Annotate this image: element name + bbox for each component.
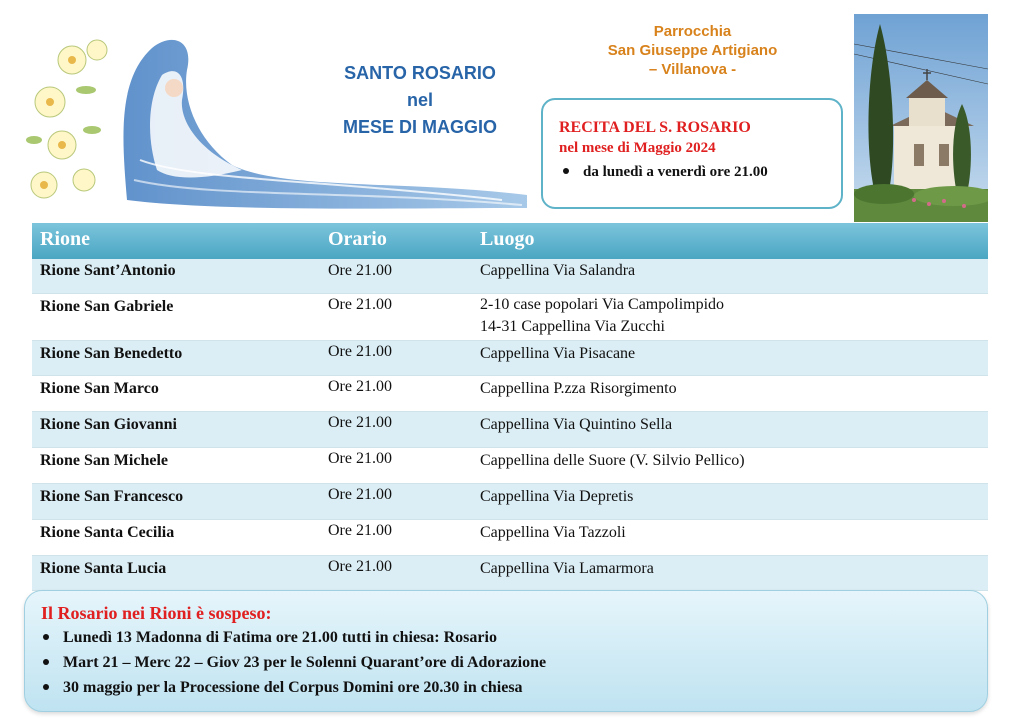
header-luogo: Luogo: [480, 228, 535, 250]
bullet-icon: [43, 684, 49, 690]
cell-orario: Ore 21.00: [328, 343, 392, 360]
table-row: [32, 376, 988, 412]
table-row: [32, 448, 988, 484]
cell-rione: Rione Sant’Antonio: [40, 262, 176, 279]
table-header: [32, 223, 988, 259]
notice-title: Il Rosario nei Rioni è sospeso:: [41, 603, 272, 623]
cell-luogo: 2-10 case popolari Via Campolimpido: [480, 296, 725, 313]
cell-luogo: Cappellina Via Depretis: [480, 488, 634, 505]
cell-orario: Ore 21.00: [328, 486, 392, 503]
cell-orario: Ore 21.00: [328, 522, 392, 539]
recita-bullet-text: da lunedì a venerdì ore 21.00: [583, 164, 768, 180]
title-line: MESE DI MAGGIO: [342, 117, 497, 137]
table-row: [32, 520, 988, 556]
cell-luogo: Cappellina Via Pisacane: [480, 345, 636, 362]
cell-rione: Rione Santa Lucia: [40, 560, 167, 577]
notice-item: [41, 625, 987, 650]
notice-item: [41, 650, 987, 675]
cell-orario: Ore 21.00: [328, 296, 392, 313]
header-orario: Orario: [328, 228, 387, 250]
cell-rione: Rione San Gabriele: [40, 298, 174, 315]
table-row: [32, 484, 988, 520]
rioni-table: [32, 223, 988, 591]
parish-line: San Giuseppe Artigiano: [607, 42, 778, 59]
table-row: [32, 341, 988, 376]
bullet-icon: [563, 168, 569, 174]
cell-rione: Rione San Michele: [40, 452, 168, 469]
flower-icon: [31, 40, 107, 198]
cell-luogo-second-line: 14-31 Cappellina Via Zucchi: [480, 318, 665, 335]
cell-luogo: Cappellina Via Tazzoli: [480, 524, 626, 541]
notice-item-text: Lunedì 13 Madonna di Fatima ore 21.00 tutti in chiesa: Rosario: [63, 629, 497, 646]
recita-subheading: nel mese di Maggio 2024: [559, 140, 716, 156]
suspension-notice: [24, 590, 988, 712]
table-row: [32, 294, 988, 341]
page-title: [300, 60, 540, 141]
notice-item: [41, 675, 987, 700]
parish-name: [580, 22, 805, 79]
title-line: nel: [406, 90, 433, 110]
recita-box: [541, 98, 843, 209]
cell-orario: Ore 21.00: [328, 262, 392, 279]
table-row: [32, 259, 988, 294]
table-row: [32, 412, 988, 448]
parish-line: – Villanova -: [648, 61, 737, 78]
title-line: SANTO ROSARIO: [344, 63, 496, 83]
header-rione: Rione: [40, 228, 90, 250]
cell-rione: Rione San Francesco: [40, 488, 184, 505]
cell-orario: Ore 21.00: [328, 450, 392, 467]
table-row: [32, 556, 988, 591]
cell-luogo: Cappellina delle Suore (V. Silvio Pellico): [480, 452, 745, 469]
cell-luogo: Cappellina P.zza Risorgimento: [480, 380, 677, 397]
cell-luogo: Cappellina Via Salandra: [480, 262, 636, 279]
cell-rione: Rione Santa Cecilia: [40, 524, 175, 541]
recita-bullet: [559, 160, 841, 184]
cell-rione: Rione San Benedetto: [40, 345, 183, 362]
cell-rione: Rione San Marco: [40, 380, 159, 397]
cell-orario: Ore 21.00: [328, 414, 392, 431]
parish-line: Parrocchia: [653, 23, 732, 40]
cell-luogo: Cappellina Via Lamarmora: [480, 560, 654, 577]
notice-item-text: 30 maggio per la Processione del Corpus Domini ore 20.30 in chiesa: [63, 679, 523, 696]
cell-luogo: Cappellina Via Quintino Sella: [480, 416, 673, 433]
recita-heading: RECITA DEL S. ROSARIO: [559, 119, 751, 136]
bullet-icon: [43, 634, 49, 640]
church-photo: [854, 14, 988, 222]
cell-orario: Ore 21.00: [328, 558, 392, 575]
cell-orario: Ore 21.00: [328, 378, 392, 395]
bullet-icon: [43, 659, 49, 665]
notice-item-text: Mart 21 – Merc 22 – Giov 23 per le Solenni Quarant’ore di Adorazione: [63, 654, 547, 671]
cell-rione: Rione San Giovanni: [40, 416, 177, 433]
